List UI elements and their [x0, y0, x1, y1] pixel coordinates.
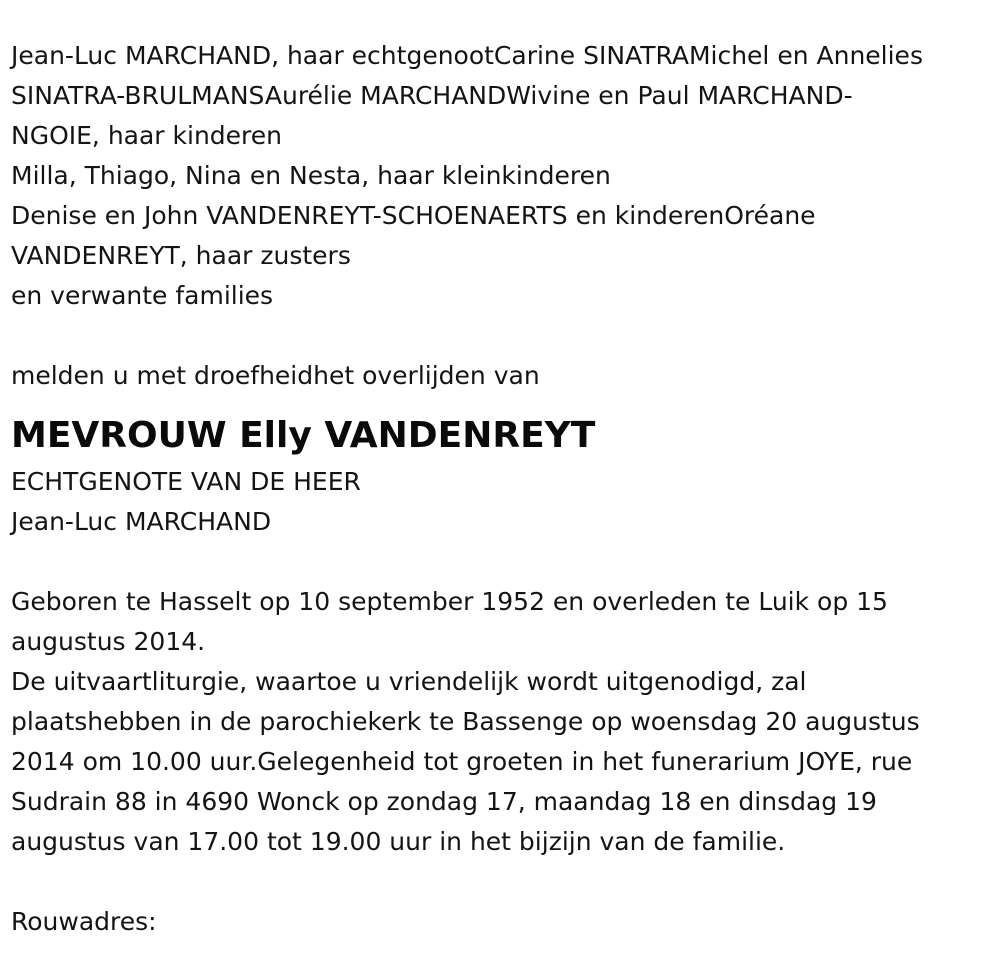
announcer-line: Denise en John VANDENREYT-SCHOENAERTS en kinderenOréane: [11, 201, 816, 230]
spacer: [11, 542, 991, 582]
details-line: 2014 om 10.00 uur.Gelegenheid tot groeten in het funerarium JOYE, rue: [11, 747, 913, 776]
details-line: augustus 2014.: [11, 627, 206, 656]
details-line: Geboren te Hasselt op 10 september 1952 en overleden te Luik op 15: [11, 587, 888, 616]
details-line: De uitvaartliturgie, waartoe u vriendelijk wordt uitgenodigd, zal: [11, 667, 807, 696]
announcer-line: SINATRA-BRULMANSAurélie MARCHANDWivine en Paul MARCHAND-: [11, 81, 853, 110]
announcer-line: Milla, Thiago, Nina en Nesta, haar kleinkinderen: [11, 161, 611, 190]
details-line: augustus van 17.00 tot 19.00 uur in het bijzijn van de familie.: [11, 827, 786, 856]
intro-text: melden u met droefheidhet overlijden van: [11, 361, 540, 390]
address-label: Rouwadres:: [11, 907, 157, 936]
obituary-document: [11, 36, 991, 942]
spacer: [11, 316, 991, 356]
spacer: [11, 862, 991, 902]
announcer-line: VANDENREYT, haar zusters: [11, 241, 351, 270]
announcer-line: NGOIE, haar kinderen: [11, 121, 282, 150]
deceased-title: ECHTGENOTE VAN DE HEER: [11, 467, 361, 496]
deceased-spouse: Jean-Luc MARCHAND: [11, 507, 272, 536]
announcers-block: [11, 36, 991, 316]
details-block: [11, 582, 991, 862]
deceased-name: MEVROUW Elly VANDENREYT: [11, 415, 596, 456]
announcer-line: Jean-Luc MARCHAND, haar echtgenootCarine SINATRAMichel en Annelies: [11, 41, 923, 70]
details-line: plaatshebben in de parochiekerk te Bassenge op woensdag 20 augustus: [11, 707, 920, 736]
details-line: Sudrain 88 in 4690 Wonck op zondag 17, maandag 18 en dinsdag 19: [11, 787, 877, 816]
announcer-line: en verwante families: [11, 281, 274, 310]
